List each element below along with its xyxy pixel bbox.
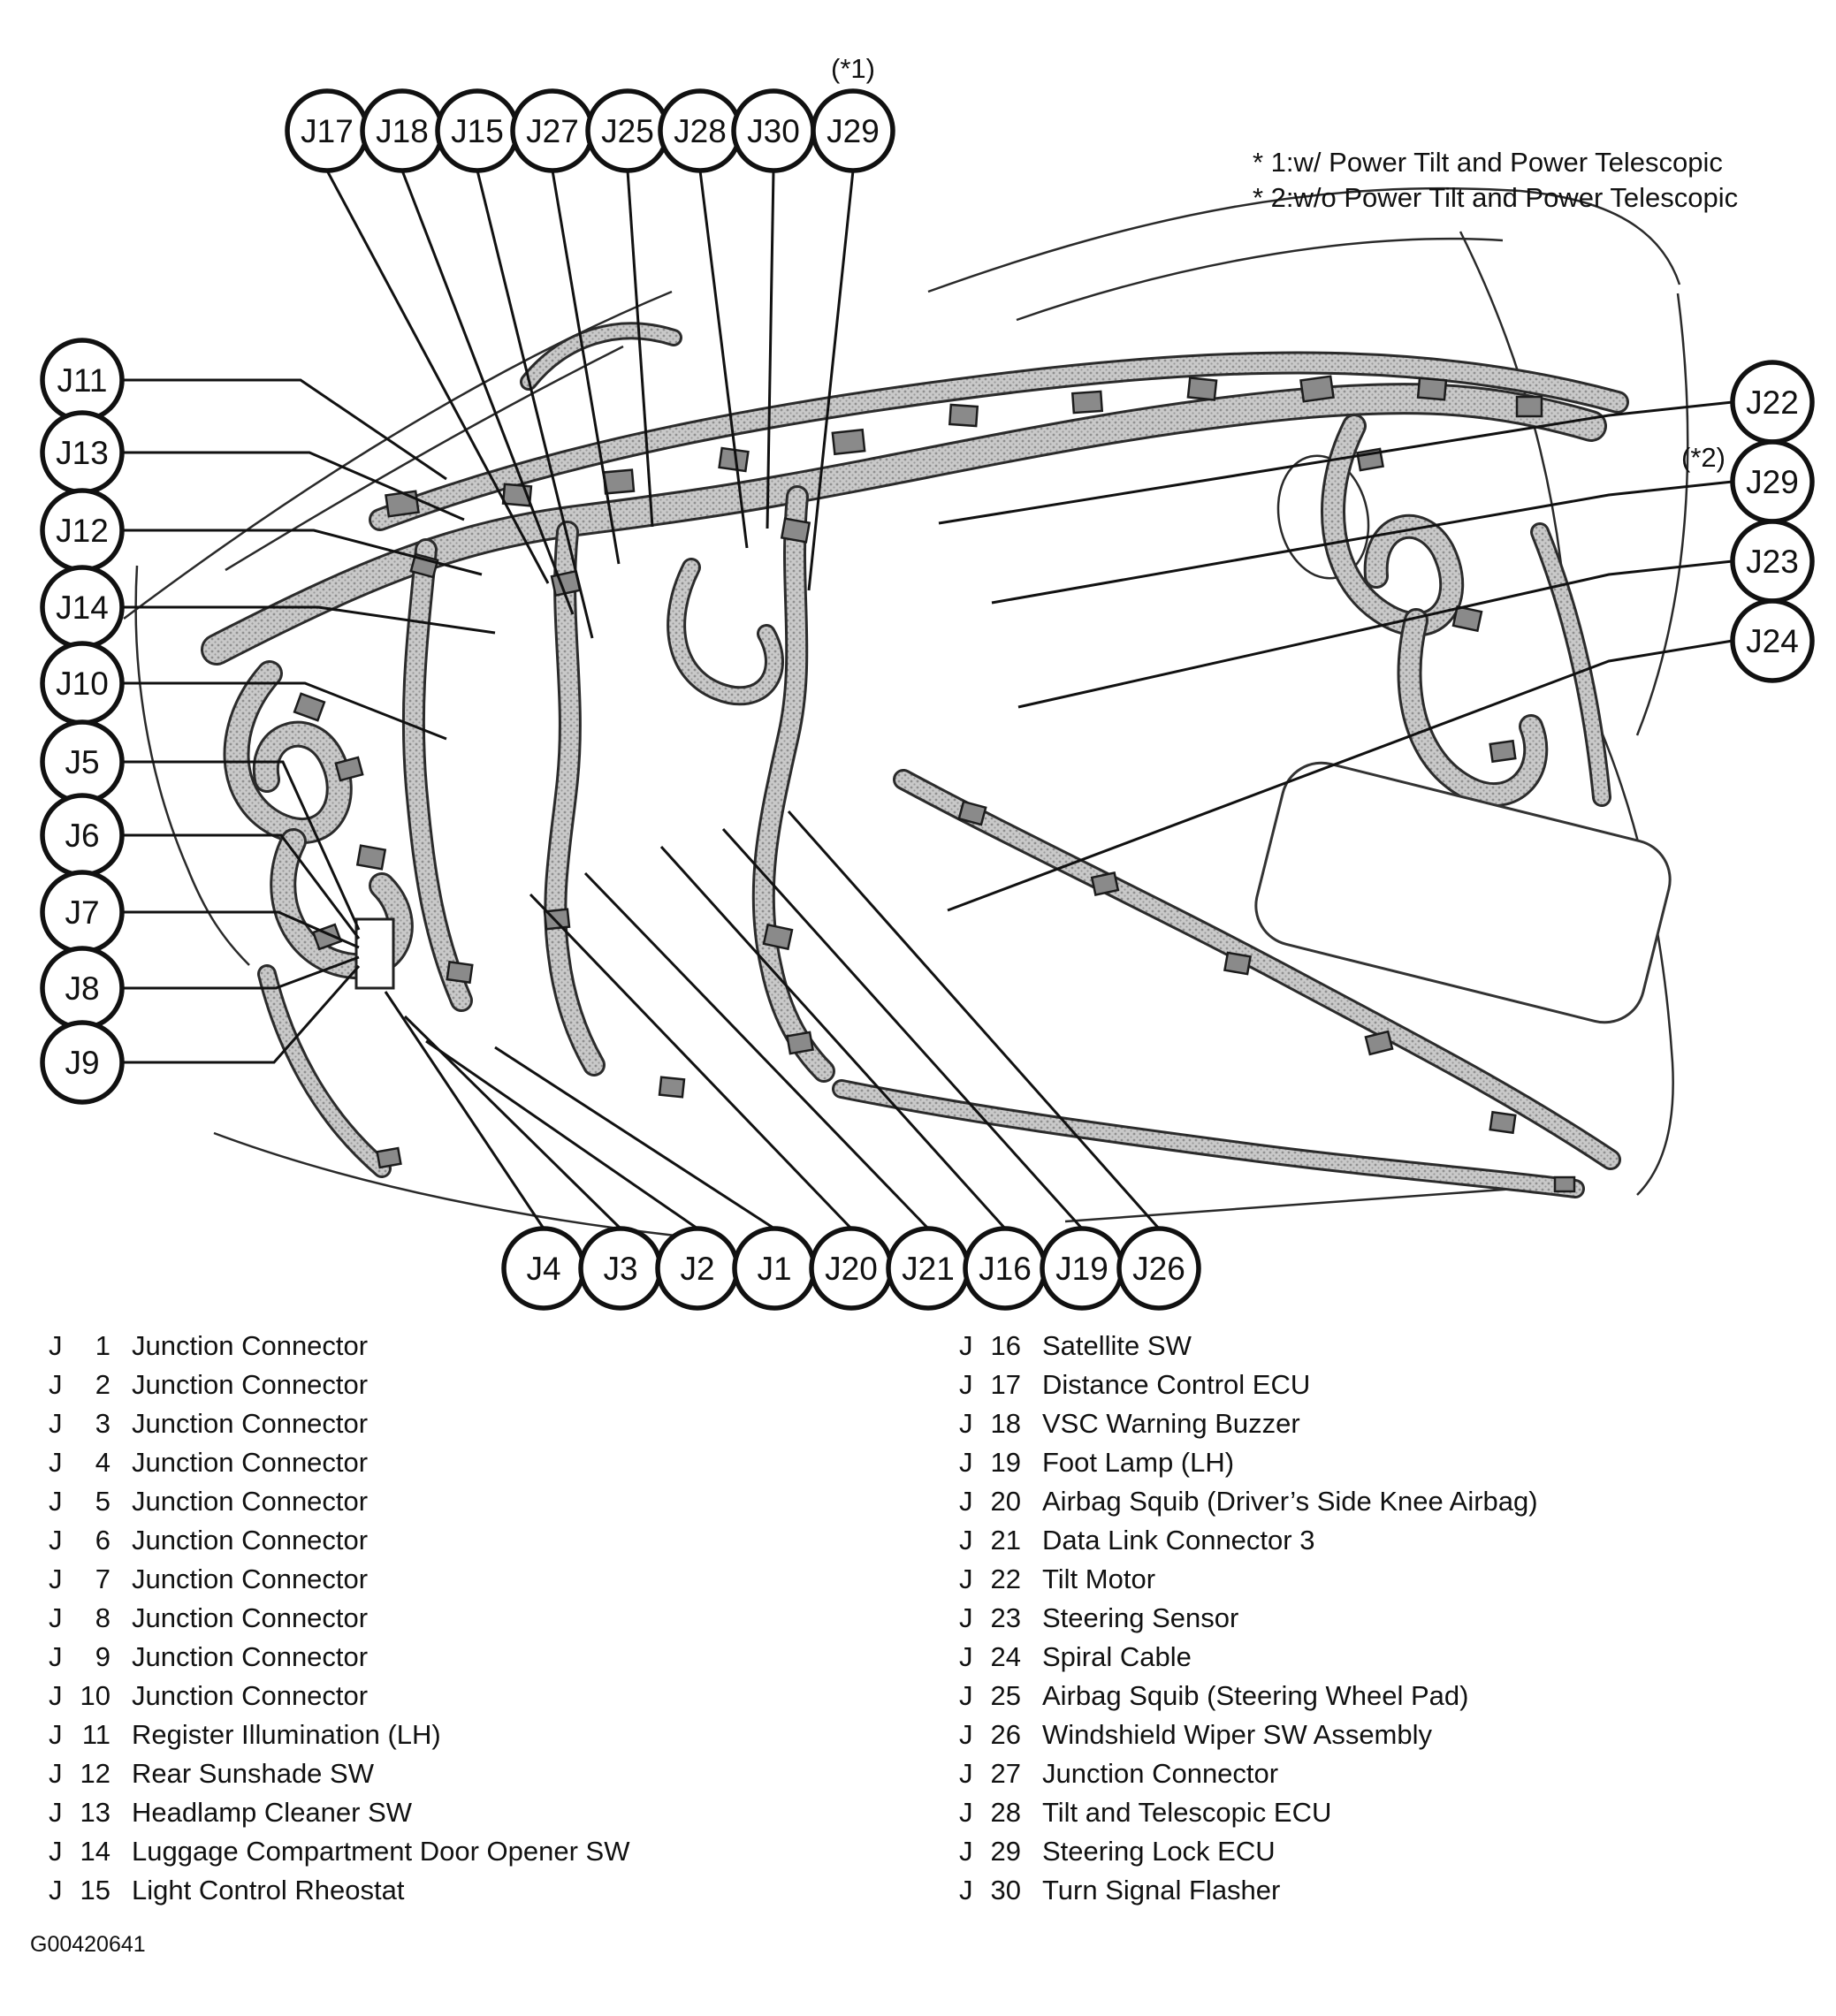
legend-row-j11 [49,1716,629,1754]
legend-row-j23 [959,1599,1538,1638]
harness-connector [1366,1031,1392,1054]
legend-name: Spiral Cable [1042,1641,1192,1672]
legend-code: J [49,1525,63,1556]
legend-code: J [49,1797,63,1828]
leader-line-j19 [723,829,1082,1229]
legend-number: 28 [990,1797,1021,1828]
callout-label: J1 [757,1251,792,1287]
harness-connector [1224,953,1250,974]
legend-number: 20 [990,1486,1021,1517]
legend-row-j16 [959,1327,1538,1366]
callout-label: J14 [56,590,109,626]
footnotes [1253,145,1738,216]
legend-name: Luggage Compartment Door Opener SW [132,1836,630,1867]
legend-name: Light Control Rheostat [132,1875,405,1906]
legend-code: J [49,1875,63,1906]
legend-code: J [49,1563,63,1594]
callout-j29 [1733,442,1812,521]
callout-j21 [888,1229,968,1308]
legend-number: 9 [95,1641,110,1672]
harness-connector [294,694,324,720]
harness-connector [1453,606,1482,630]
leader-line-j16 [661,847,1005,1229]
legend-row-j17 [959,1366,1538,1404]
legend-name: Junction Connector [132,1525,369,1556]
legend-code: J [959,1836,973,1867]
legend-row-j29 [959,1832,1538,1871]
legend-name: Data Link Connector 3 [1042,1525,1315,1556]
legend-name: Register Illumination (LH) [132,1719,441,1750]
legend-code: J [959,1525,973,1556]
legend-name: Junction Connector [132,1408,369,1439]
legend-row-j10 [49,1677,629,1716]
callout-j15 [438,91,517,171]
legend-code: J [959,1602,973,1633]
legend-name: Junction Connector [132,1447,369,1478]
legend-number: 15 [80,1875,110,1906]
legend-code: J [49,1408,63,1439]
legend-row-j27 [959,1754,1538,1793]
legend-code: J [959,1719,973,1750]
callout-label: J6 [65,818,100,854]
callout-label: J3 [603,1251,638,1287]
callout-label: J28 [674,113,727,149]
legend-code: J [959,1680,973,1711]
callout-j17 [287,91,367,171]
callout-j20 [811,1229,891,1308]
legend-number: 22 [990,1563,1021,1594]
legend-column-right [959,1327,1538,1910]
legend-row-j13 [49,1793,629,1832]
legend-code: J [959,1641,973,1672]
harness-connector [1188,377,1216,399]
harness-connector [385,491,418,516]
harness-connector [1072,392,1101,413]
harness-connector [1517,397,1542,416]
callout-j23 [1733,521,1812,601]
legend-code: J [959,1447,973,1478]
legend-code: J [49,1758,63,1789]
callout-j29 [813,91,893,171]
legend-row-j21 [959,1521,1538,1560]
callout-j7 [42,872,122,952]
legend-number: 23 [990,1602,1021,1633]
legend-code: J [959,1758,973,1789]
legend-name: Distance Control ECU [1042,1369,1311,1400]
leader-line-j30 [767,171,773,529]
legend-code: J [959,1408,973,1439]
leader-line-j1 [495,1047,774,1229]
footnote-2: * 2:w/o Power Tilt and Power Telescopic [1253,182,1739,213]
callout-label: J29 [827,113,880,149]
leader-line-j15 [477,171,592,638]
callout-label: J7 [65,894,100,931]
callout-label: J30 [747,113,800,149]
leader-line-j11 [122,380,446,479]
legend-number: 2 [95,1369,110,1400]
callout-label: J12 [56,513,109,549]
harness-connector [1300,377,1333,401]
callout-j28 [660,91,740,171]
legend-row-j28 [959,1793,1538,1832]
callout-label: J11 [57,362,108,399]
legend-number: 10 [80,1680,110,1711]
harness-connector [357,846,385,870]
callout-label: J17 [301,113,354,149]
callout-j6 [42,795,122,875]
callout-label: J8 [65,970,100,1007]
legend-number: 27 [990,1758,1021,1789]
legend-number: 8 [95,1602,110,1633]
legend-name: Rear Sunshade SW [132,1758,374,1789]
leader-line-j17 [327,171,548,583]
callout-note: (*2) [1681,442,1726,473]
callout-j3 [581,1229,660,1308]
legend-row-j4 [49,1443,629,1482]
callout-j2 [658,1229,737,1308]
callout-j30 [734,91,813,171]
callout-label: J13 [56,435,109,471]
legend-code: J [959,1797,973,1828]
legend-name: Headlamp Cleaner SW [132,1797,413,1828]
harness-connector [781,519,809,543]
callout-label: J23 [1746,544,1799,580]
legend-code: J [959,1486,973,1517]
callout-label: J18 [376,113,429,149]
callout-j27 [513,91,592,171]
callout-label: J10 [56,666,109,702]
figure-code: G00420641 [30,1932,146,1957]
legend-row-j6 [49,1521,629,1560]
legend-column-left [49,1327,629,1910]
legend-name: VSC Warning Buzzer [1042,1408,1300,1439]
harness-connector [659,1077,684,1098]
legend-name: Junction Connector [132,1680,369,1711]
legend-code: J [49,1447,63,1478]
callout-note: (*1) [831,53,875,84]
legend-row-j3 [49,1404,629,1443]
callout-label: J27 [526,113,579,149]
legend-row-j1 [49,1327,629,1366]
callout-label: J21 [902,1251,955,1287]
legend-row-j7 [49,1560,629,1599]
legend-row-j19 [959,1443,1538,1482]
legend-number: 12 [80,1758,110,1789]
legend-row-j14 [49,1832,629,1871]
callout-label: J20 [825,1251,878,1287]
callout-j9 [42,1023,122,1102]
callout-j1 [735,1229,814,1308]
legend-number: 1 [95,1330,110,1361]
legend-name: Turn Signal Flasher [1042,1875,1281,1906]
footnote-1: * 1:w/ Power Tilt and Power Telescopic [1253,147,1723,178]
wiring-harness-illustration [217,331,1618,1191]
legend-name: Junction Connector [132,1369,369,1400]
legend-code: J [49,1641,63,1672]
callout-j4 [504,1229,583,1308]
legend-name: Foot Lamp (LH) [1042,1447,1235,1478]
legend-row-j30 [959,1871,1538,1910]
callout-j16 [965,1229,1045,1308]
legend-name: Windshield Wiper SW Assembly [1042,1719,1433,1750]
legend-row-j2 [49,1366,629,1404]
legend-name: Steering Sensor [1042,1602,1239,1633]
legend-code: J [959,1369,973,1400]
legend-number: 4 [95,1447,110,1478]
harness-connector [787,1032,812,1054]
callout-j11 [42,340,122,420]
callout-label: J26 [1132,1251,1185,1287]
leader-line-j2 [426,1041,697,1229]
legend-number: 7 [95,1563,110,1594]
callout-label: J22 [1746,384,1799,421]
legend-number: 13 [80,1797,110,1828]
legend-name: Junction Connector [132,1330,369,1361]
legend-number: 3 [95,1408,110,1439]
harness-connector [377,1148,401,1168]
legend-number: 24 [990,1641,1021,1672]
legend-code: J [49,1719,63,1750]
legend-code: J [49,1680,63,1711]
legend-row-j12 [49,1754,629,1793]
callout-label: J5 [65,744,100,780]
legend-number: 6 [95,1525,110,1556]
harness-connector [604,470,634,494]
callout-label: J29 [1746,464,1799,500]
legend-name: Airbag Squib (Driver’s Side Knee Airbag) [1042,1486,1538,1517]
legend-row-j5 [49,1482,629,1521]
legend-code: J [49,1602,63,1633]
legend-number: 14 [80,1836,110,1867]
legend-code: J [49,1486,63,1517]
callout-label: J25 [601,113,654,149]
callout-j13 [42,413,122,492]
legend-name: Tilt Motor [1042,1563,1156,1594]
callout-j19 [1042,1229,1122,1308]
harness-connector [833,430,865,453]
callout-label: J9 [65,1045,100,1081]
legend-number: 29 [990,1836,1021,1867]
legend-row-j26 [959,1716,1538,1754]
callout-j10 [42,643,122,723]
callout-j24 [1733,601,1812,681]
callout-j18 [362,91,442,171]
legend-number: 19 [990,1447,1021,1478]
legend-code: J [49,1330,63,1361]
car-body-outline [124,188,1687,1239]
callout-j25 [588,91,667,171]
callout-label: J16 [979,1251,1032,1287]
legend-number: 17 [990,1369,1021,1400]
legend-row-j9 [49,1638,629,1677]
callout-label: J4 [526,1251,561,1287]
callout-j26 [1119,1229,1199,1308]
harness-connector [1490,741,1516,761]
leader-line-j4 [385,992,544,1229]
leader-lines [122,171,1733,1229]
legend-row-j15 [49,1871,629,1910]
legend-row-j20 [959,1482,1538,1521]
harness-connector [1555,1177,1574,1191]
legend-row-j8 [49,1599,629,1638]
callout-label: J19 [1055,1251,1108,1287]
legend-row-j25 [959,1677,1538,1716]
junction-block [356,919,393,988]
legend-row-j22 [959,1560,1538,1599]
legend-number: 21 [990,1525,1021,1556]
legend-number: 18 [990,1408,1021,1439]
leader-line-j9 [122,966,359,1062]
harness-connector [949,405,977,426]
legend-name: Junction Connector [132,1641,369,1672]
legend-row-j24 [959,1638,1538,1677]
harness-connector [1490,1112,1516,1132]
callout-j12 [42,491,122,570]
legend-row-j18 [959,1404,1538,1443]
callout-j14 [42,567,122,647]
callout-j8 [42,948,122,1028]
legend-code: J [959,1875,973,1906]
harness-connector [764,924,792,948]
legend-code: J [49,1369,63,1400]
harness-connector [447,962,473,982]
legend-name: Junction Connector [132,1486,369,1517]
harness-connector [1092,873,1118,895]
legend-name: Junction Connector [1042,1758,1279,1789]
legend-number: 26 [990,1719,1021,1750]
legend-code: J [959,1563,973,1594]
harness-connector [1418,378,1446,400]
legend-number: 30 [990,1875,1021,1906]
legend-name: Junction Connector [132,1602,369,1633]
legend-name: Junction Connector [132,1563,369,1594]
callout-j22 [1733,362,1812,442]
legend-number: 16 [990,1330,1021,1361]
leader-line-j29 [809,171,853,590]
callout-label: J2 [680,1251,715,1287]
callout-j5 [42,722,122,802]
legend-number: 11 [81,1719,110,1750]
legend-name: Steering Lock ECU [1042,1836,1276,1867]
legend-name: Airbag Squib (Steering Wheel Pad) [1042,1680,1469,1711]
callout-label: J15 [451,113,504,149]
legend-number: 25 [990,1680,1021,1711]
legend-name: Satellite SW [1042,1330,1192,1361]
legend-name: Tilt and Telescopic ECU [1042,1797,1332,1828]
callout-label: J24 [1746,623,1799,659]
legend-code: J [959,1330,973,1361]
legend-number: 5 [95,1486,110,1517]
legend-code: J [49,1836,63,1867]
